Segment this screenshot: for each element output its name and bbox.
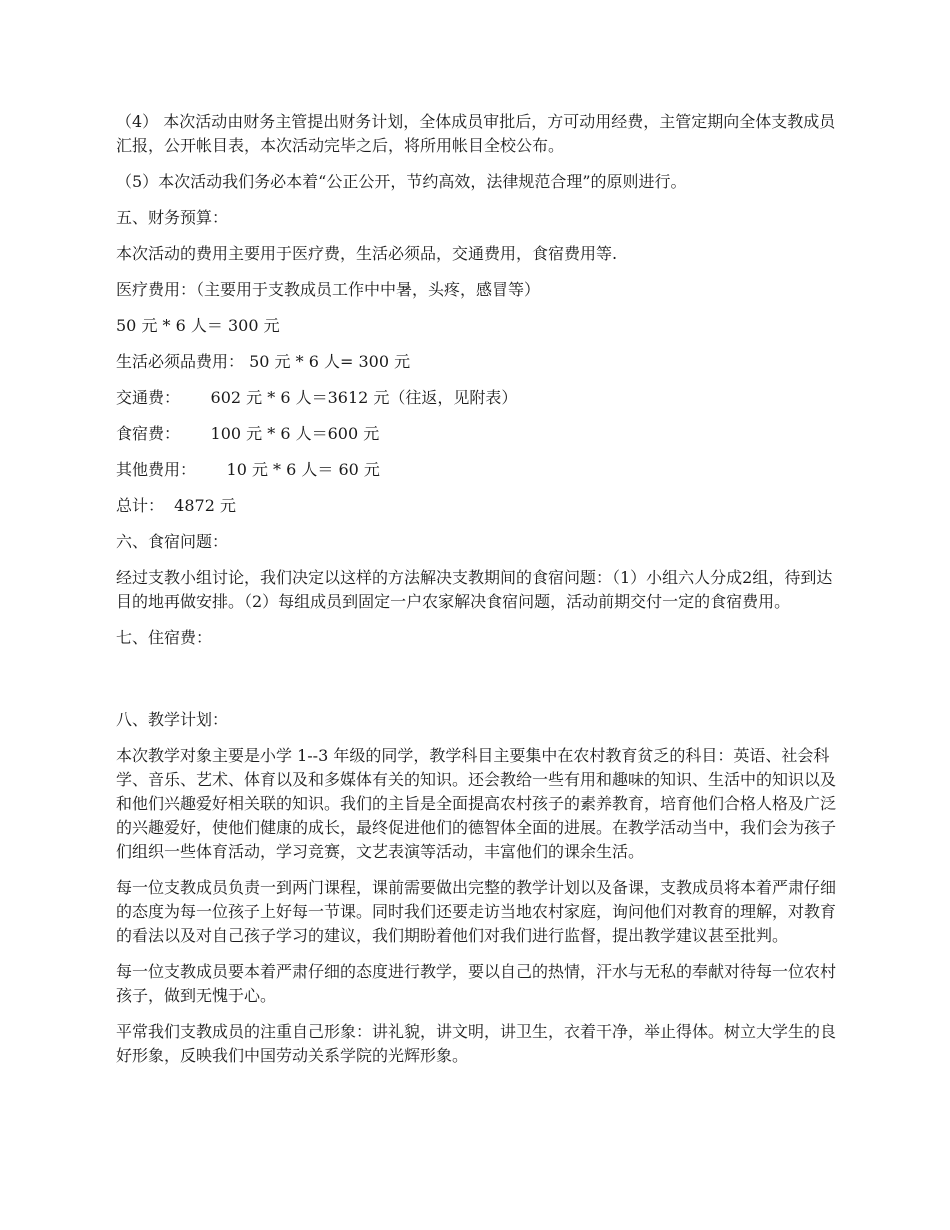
medical-label: 医疗费用：（主要用于支教成员工作中中暑，头疼，感冒等） — [116, 280, 541, 299]
section-7-heading: 七、住宿费： — [116, 628, 213, 647]
teaching-plan-3: 每一位支教成员要本着严肃仔细的态度进行教学，要以自己的热情，汗水与无私的奉献对待每一位农村孩子，做到无愧于心。 — [116, 962, 837, 1005]
food-lodging-cost: 食宿费： 100 元 * 6 人＝600 元 — [116, 424, 380, 443]
teaching-plan-1: 本次教学对象主要是小学 1--3 年级的同学，教学科目主要集中在农村教育贫乏的科目：英语、社会科学、音乐、艺术、体育以及和多媒体有关的知识。还会教给一些有用和趣味的知识、生活中的知识以及和他们兴趣爱好相关联的知识。我们的主旨是全面提高农村孩子的素养教育，培育他们合格人格及广泛的兴趣爱好，使他们健康的成长，最终促进他们的德智体全面的进展。在教学活动当中，我们会为孩子们组织一些体育活动，学习竞赛，文艺表演等活动，丰富他们的课余生活。 — [116, 746, 837, 861]
necessities-cost: 生活必须品费用： 50 元 * 6 人= 300 元 — [116, 352, 411, 371]
teaching-plan-4: 平常我们支教成员的注重自己形象：讲礼貌，讲文明，讲卫生，衣着干净，举止得体。树立大学生的良好形象，反映我们中国劳动关系学院的光辉形象。 — [116, 1022, 837, 1065]
budget-intro: 本次活动的费用主要用于医疗费，生活必须品，交通费用，食宿费用等. — [116, 244, 618, 263]
finance-rule-4: （4） 本次活动由财务主管提出财务计划，全体成员审批后，方可动用经费，主管定期向全体支教成员汇报，公开帐目表，本次活动完毕之后，将所用帐目全校公布。 — [116, 112, 836, 155]
section-5-heading: 五、财务预算： — [116, 208, 229, 227]
transport-cost: 交通费： 602 元 * 6 人＝3612 元（往返，见附表） — [116, 388, 518, 407]
medical-calc: 50 元 * 6 人＝ 300 元 — [116, 316, 280, 335]
other-cost: 其他费用： 10 元 * 6 人＝ 60 元 — [116, 460, 380, 479]
section-8-heading: 八、教学计划： — [116, 710, 229, 729]
document-page — [116, 110, 842, 1080]
total-cost: 总计： 4872 元 — [116, 496, 236, 515]
food-lodging-plan: 经过支教小组讨论，我们决定以这样的方法解决支教期间的食宿问题：（1）小组六人分成2组，待到达目的地再做安排。（2）每组成员到固定一户农家解决食宿问题，活动前期交付一定的食宿费用。 — [116, 568, 833, 611]
section-6-heading: 六、食宿问题： — [116, 532, 229, 551]
teaching-plan-2: 每一位支教成员负责一到两门课程，课前需要做出完整的教学计划以及备课，支教成员将本着严肃仔细的态度为每一位孩子上好每一节课。同时我们还要走访当地农村家庭，询问他们对教育的理解，对教育的看法以及对自己孩子学习的建议，我们期盼着他们对我们进行监督，提出教学建议甚至批判。 — [116, 878, 837, 945]
finance-rule-5: （5）本次活动我们务必本着“公正公开，节约高效，法律规范合理”的原则进行。 — [116, 172, 687, 191]
